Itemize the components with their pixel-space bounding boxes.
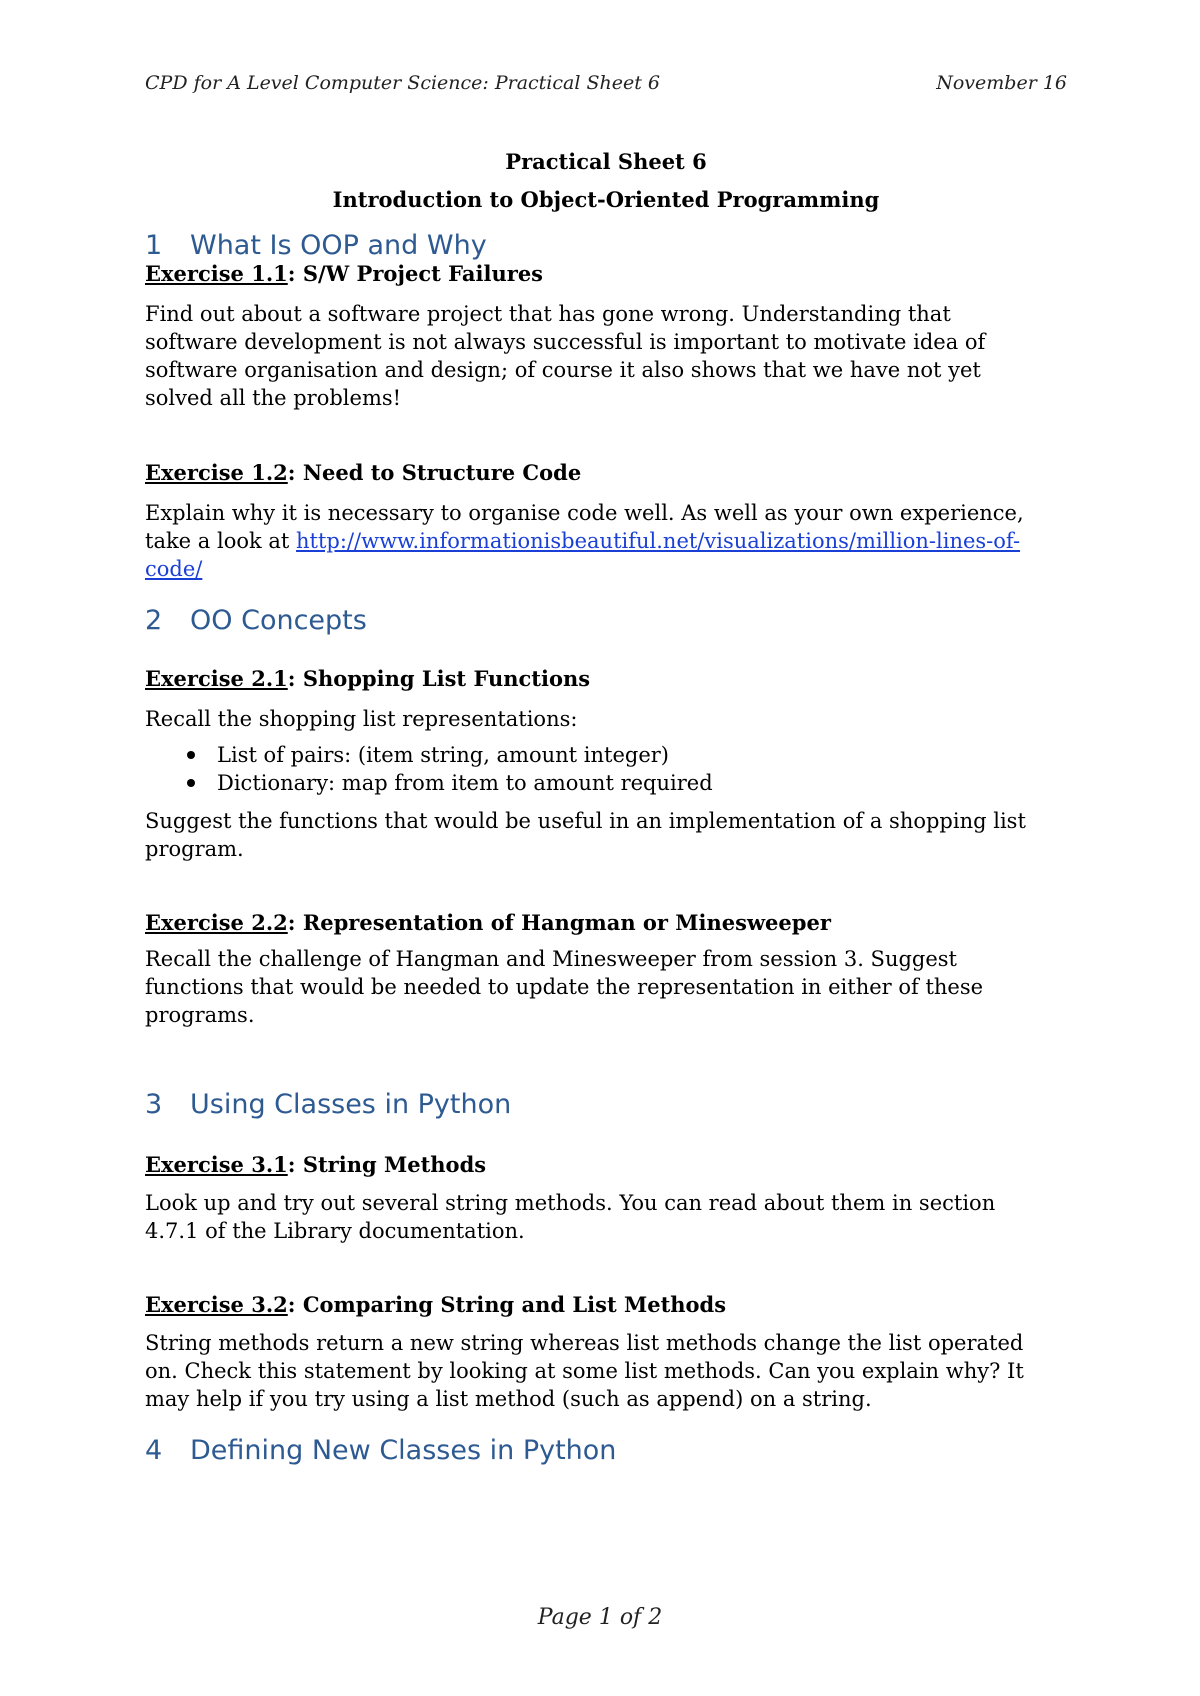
exercise-name: : Representation of Hangman or Minesweeper [287, 910, 831, 935]
exercise-3-2-body: String methods return a new string whereas list methods change the list operated on. Check this statement by looking at some list methods. Can you explain why? It may help if you try using a list method (such as append) on a string. [145, 1331, 1024, 1411]
exercise-label: Exercise 1.1 [145, 261, 288, 286]
exercise-1-2-body [145, 499, 1067, 583]
exercise-3-1-body: Look up and try out several string methods. You can read about them in section 4.7.1 of the Library documentation. [145, 1191, 996, 1243]
exercise-1-1-heading [145, 260, 1067, 288]
exercise-label: Exercise 2.1 [145, 666, 288, 691]
section-3-heading [145, 1087, 1067, 1123]
exercise-2-2-body: Recall the challenge of Hangman and Minesweeper from session 3. Suggest functions that would be needed to update the representation in either of these programs. [145, 947, 984, 1027]
section-number: 2 [145, 605, 163, 636]
document-title: Practical Sheet 6 [505, 149, 707, 174]
exercise-2-2-heading [145, 909, 1067, 937]
exercise-label: Exercise 2.2 [145, 910, 288, 935]
section-number: 4 [145, 1435, 163, 1466]
document-body [145, 148, 1067, 1469]
list-item [145, 741, 1067, 769]
exercise-text: Explain why it is necessary to organise code well. As well as your own experience, take a look at [145, 501, 1024, 553]
document-subtitle: Introduction to Object-Oriented Programming [332, 187, 880, 212]
list-item [145, 769, 1067, 797]
exercise-3-2-heading [145, 1291, 1067, 1319]
exercise-label: Exercise 3.2 [145, 1292, 288, 1317]
exercise-name: : Need to Structure Code [287, 460, 582, 485]
exercise-1-2-heading [145, 459, 1067, 487]
section-number: 3 [145, 1089, 163, 1120]
header-date: November 16 [936, 72, 1067, 94]
section-number: 1 [145, 230, 163, 261]
million-lines-of-code-link[interactable]: http://www.informationisbeautiful.net/visualizations/million-lines-of-code/ [145, 529, 1021, 581]
exercise-name: : Comparing String and List Methods [287, 1292, 727, 1317]
section-title: What Is OOP and Why [190, 230, 487, 261]
exercise-2-1-heading [145, 665, 1067, 693]
section-title: Defining New Classes in Python [190, 1435, 617, 1466]
bullet-icon [187, 779, 195, 787]
header-left-text: CPD for A Level Computer Science: Practical Sheet 6 [145, 72, 660, 94]
list-item-text: List of pairs: (item string, amount integer) [217, 743, 669, 767]
exercise-1-1-body: Find out about a software project that has gone wrong. Understanding that software development is not always successful is important to motivate idea of software organisation and design; of course it also shows that we have not yet solved all the problems! [145, 302, 986, 410]
exercise-3-1-heading [145, 1151, 1067, 1179]
exercise-name: : Shopping List Functions [287, 666, 591, 691]
representation-list [145, 741, 1067, 797]
exercise-2-1-intro: Recall the shopping list representations: [145, 707, 578, 731]
exercise-name: : S/W Project Failures [287, 261, 544, 286]
section-4-heading [145, 1433, 1067, 1469]
section-2-heading [145, 603, 1067, 639]
bullet-icon [187, 751, 195, 759]
exercise-name: : String Methods [287, 1152, 487, 1177]
exercise-label: Exercise 3.1 [145, 1152, 288, 1177]
section-title: Using Classes in Python [190, 1089, 512, 1120]
page-number: Page 1 of 2 [537, 1605, 663, 1630]
section-1-heading [145, 228, 1067, 264]
exercise-label: Exercise 1.2 [145, 460, 288, 485]
list-item-text: Dictionary: map from item to amount required [217, 771, 713, 795]
section-title: OO Concepts [190, 605, 367, 636]
exercise-2-1-body: Suggest the functions that would be useful in an implementation of a shopping list program. [145, 809, 1026, 861]
